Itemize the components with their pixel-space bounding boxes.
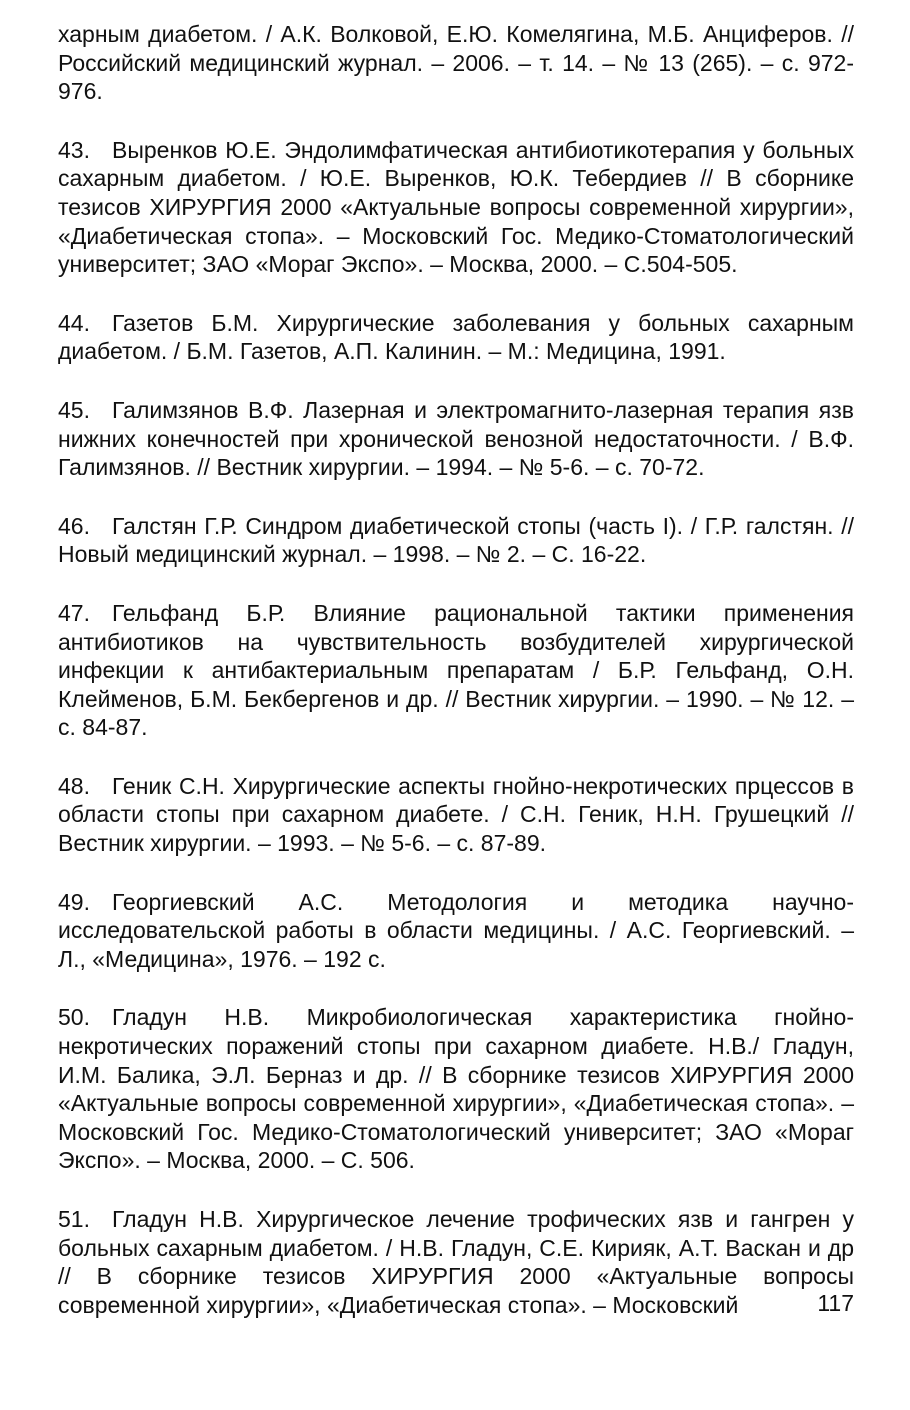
reference-number: 45. (58, 396, 90, 423)
reference-entry (58, 396, 854, 482)
reference-entry (58, 309, 854, 366)
reference-entry (58, 772, 854, 858)
reference-text: Гельфанд Б.Р. Влияние рациональной тактики применения антибиотиков на чувствительность возбудителей хирургической инфекции к антибактериальным препаратам / Б.Р. Гельфанд, О.Н. Клейменов, Б.М. Бекбергенов и др. // Вестник хирургии. – 1990. – № 12. – с. 84-87. (58, 599, 854, 741)
reference-text: Геник С.Н. Хирургические аспекты гнойно-некротических прцессов в области стопы при сахарном диабете. / С.Н. Геник, Н.Н. Грушецкий // Вестник хирургии. – 1993. – № 5-6. – с. 87-89. (58, 772, 854, 857)
reference-number: 48. (58, 772, 90, 799)
reference-text: Гладун Н.В. Микробиологическая характеристика гнойно-некротических поражений стопы при сахарном диабете. Н.В./ Гладун, И.М. Балика, Э.Л. Берназ и др. // В сборнике тезисов ХИРУРГИЯ 2000 «Актуальные вопросы современной хирургии», «Диабетическая стопа». – Московский Гос. Медико-Стоматологический университет; ЗАО «Мораг Экспо». – Москва, 2000. – С. 506. (58, 1004, 854, 1174)
reference-continuation: харным диабетом. / А.К. Волковой, Е.Ю. Комелягина, М.Б. Анциферов. // Российский медицинский журнал. – 2006. – т. 14. – № 13 (265). – с. 972-976. (58, 21, 854, 105)
reference-text: Выренков Ю.Е. Эндолимфатическая антибиотикотерапия у больных сахарным диабетом. / Ю.Е. Выренков, Ю.К. Тебердиев // В сборнике тезисов ХИРУРГИЯ 2000 «Актуальные вопросы современной хирургии», «Диабетическая стопа». – Московский Гос. Медико-Стоматологический университет; ЗАО «Мораг Экспо». – Москва, 2000. – С.504-505. (58, 136, 854, 278)
reference-number: 50. (58, 1004, 90, 1031)
reference-text: Галимзянов В.Ф. Лазерная и электромагнито-лазерная терапия язв нижних конечностей при хронической венозной недостаточности. / В.Ф. Галимзянов. // Вестник хирургии. – 1994. – № 5-6. – с. 70-72. (58, 396, 854, 481)
reference-number: 44. (58, 309, 90, 336)
reference-entry (58, 1205, 854, 1319)
page-number: 117 (817, 1290, 854, 1316)
reference-entry (58, 888, 854, 974)
reference-text: Георгиевский А.С. Методология и методика научно-исследовательской работы в области медицины. / А.С. Георгиевский. – Л., «Медицина», 1976. – 192 с. (58, 888, 854, 972)
reference-entry (58, 136, 854, 279)
reference-entry (58, 599, 854, 742)
reference-number: 47. (58, 599, 90, 626)
reference-number: 46. (58, 512, 90, 539)
reference-text: Газетов Б.М. Хирургические заболевания у больных сахарным диабетом. / Б.М. Газетов, А.П. Калинин. – М.: Медицина, 1991. (58, 309, 854, 365)
reference-number: 49. (58, 888, 90, 915)
reference-number: 51. (58, 1206, 90, 1232)
document-page (58, 20, 854, 1349)
reference-number: 43. (58, 136, 90, 163)
reference-text: Гладун Н.В. Хирургическое лечение трофических язв и гангрен у больных сахарным диабетом. / Н.В. Гладун, С.Е. Кирияк, А.Т. Васкан и др // В сборнике тезисов ХИРУРГИЯ 2000 «Актуальные вопросы современной хирургии», «Диабетическая стопа». – Московский (58, 1206, 854, 1318)
reference-text: Галстян Г.Р. Синдром диабетической стопы (часть I). / Г.Р. галстян. // Новый медицинский журнал. – 1998. – № 2. – С. 16-22. (58, 512, 854, 568)
reference-entry (58, 1003, 854, 1175)
reference-entry (58, 512, 854, 569)
